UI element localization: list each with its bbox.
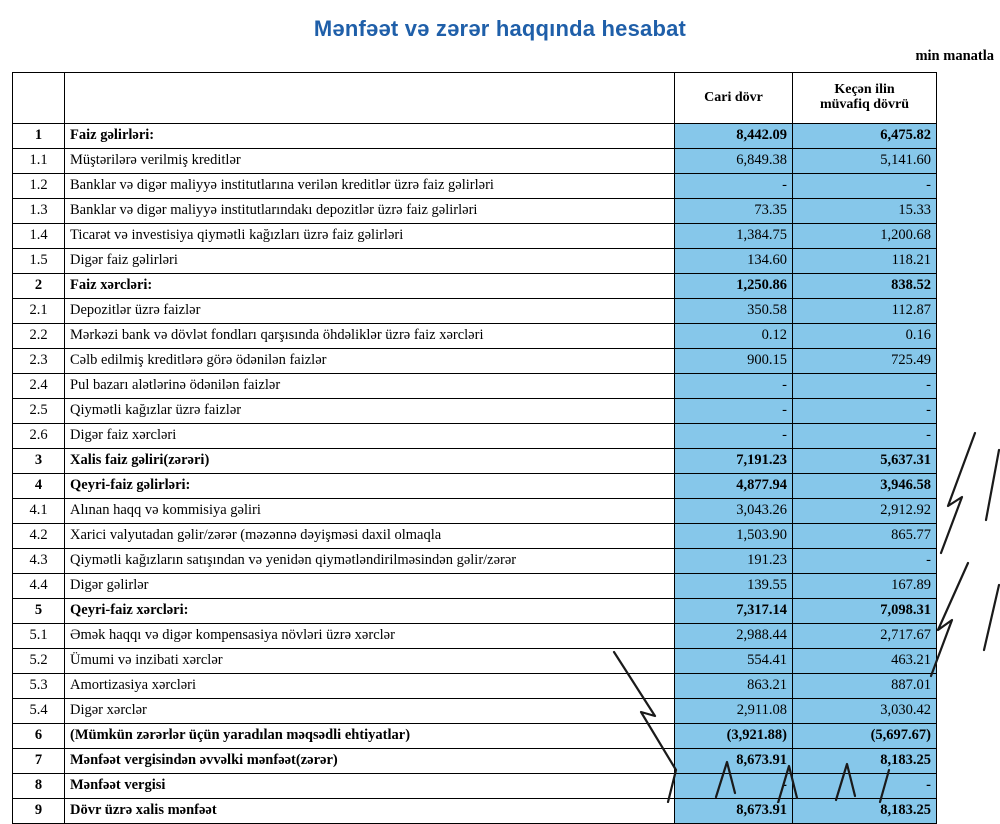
table-row — [13, 774, 937, 799]
table-row — [13, 424, 937, 449]
row-number: 4.3 — [13, 549, 65, 574]
row-label: Banklar və digər maliyyə institutlarındakı depozitlər üzrə faiz gəlirləri — [65, 199, 675, 224]
row-value-current: - — [675, 374, 793, 399]
row-number: 5.1 — [13, 624, 65, 649]
row-number: 5 — [13, 599, 65, 624]
row-number: 1 — [13, 124, 65, 149]
row-value-current: 3,043.26 — [675, 499, 793, 524]
row-label: Cəlb edilmiş kreditlərə görə ödənilən faizlər — [65, 349, 675, 374]
row-value-current: 1,250.86 — [675, 274, 793, 299]
row-number: 3 — [13, 449, 65, 474]
row-value-current: 1,503.90 — [675, 524, 793, 549]
row-label: Digər faiz gəlirləri — [65, 249, 675, 274]
table-row — [13, 174, 937, 199]
row-value-current: - — [675, 424, 793, 449]
table-row — [13, 749, 937, 774]
row-number: 5.4 — [13, 699, 65, 724]
row-number: 4.4 — [13, 574, 65, 599]
row-label: Müştərilərə verilmiş kreditlər — [65, 149, 675, 174]
row-value-current: 0.12 — [675, 324, 793, 349]
table-row — [13, 449, 937, 474]
table-row — [13, 699, 937, 724]
row-value-previous: - — [793, 549, 937, 574]
row-value-previous: 112.87 — [793, 299, 937, 324]
row-label: Ticarət və investisiya qiymətli kağızları üzrə faiz gəlirləri — [65, 224, 675, 249]
table-row — [13, 349, 937, 374]
profit-loss-table — [12, 72, 937, 824]
table-row — [13, 399, 937, 424]
row-value-current: 139.55 — [675, 574, 793, 599]
row-label: Digər faiz xərcləri — [65, 424, 675, 449]
row-label: Digər xərclər — [65, 699, 675, 724]
row-value-previous: 7,098.31 — [793, 599, 937, 624]
row-value-previous: 5,141.60 — [793, 149, 937, 174]
row-label: Amortizasiya xərcləri — [65, 674, 675, 699]
row-value-previous: 2,912.92 — [793, 499, 937, 524]
column-header-current-period: Cari dövr — [675, 73, 793, 124]
row-label: Mənfəət vergisindən əvvəlki mənfəət(zərər) — [65, 749, 675, 774]
row-number: 4.1 — [13, 499, 65, 524]
row-number: 9 — [13, 799, 65, 824]
row-value-previous: - — [793, 774, 937, 799]
table-row — [13, 274, 937, 299]
column-header-previous-period — [793, 73, 937, 124]
row-value-previous: 463.21 — [793, 649, 937, 674]
row-number: 2.1 — [13, 299, 65, 324]
table-body — [13, 124, 937, 824]
column-header-number — [13, 73, 65, 124]
row-value-previous: - — [793, 424, 937, 449]
row-number: 5.3 — [13, 674, 65, 699]
row-number: 4.2 — [13, 524, 65, 549]
row-value-previous: 865.77 — [793, 524, 937, 549]
table-row — [13, 574, 937, 599]
row-label: Banklar və digər maliyyə institutlarına verilən kreditlər üzrə faiz gəlirləri — [65, 174, 675, 199]
row-label: Faiz gəlirləri: — [65, 124, 675, 149]
row-number: 1.4 — [13, 224, 65, 249]
table-row — [13, 474, 937, 499]
row-value-previous: 118.21 — [793, 249, 937, 274]
row-number: 1.1 — [13, 149, 65, 174]
row-number: 8 — [13, 774, 65, 799]
row-label: Digər gəlirlər — [65, 574, 675, 599]
page-title: Mənfəət və zərər haqqında hesabat — [313, 16, 687, 41]
row-value-previous: 6,475.82 — [793, 124, 937, 149]
unit-note: min manatla — [915, 48, 994, 64]
table-header — [13, 73, 937, 124]
row-number: 1.5 — [13, 249, 65, 274]
row-number: 2.5 — [13, 399, 65, 424]
row-number: 1.3 — [13, 199, 65, 224]
row-number: 2 — [13, 274, 65, 299]
row-value-previous: - — [793, 374, 937, 399]
column-header-previous-line2: müvafiq dövrü — [819, 97, 910, 112]
row-value-previous: 8,183.25 — [793, 749, 937, 774]
row-value-previous: - — [793, 399, 937, 424]
row-value-previous: 838.52 — [793, 274, 937, 299]
row-label: Alınan haqq və kommisiya gəliri — [65, 499, 675, 524]
table-row — [13, 799, 937, 824]
row-value-previous: 3,030.42 — [793, 699, 937, 724]
row-value-current: 73.35 — [675, 199, 793, 224]
table-row — [13, 124, 937, 149]
row-value-previous: (5,697.67) — [793, 724, 937, 749]
row-value-previous: 725.49 — [793, 349, 937, 374]
row-label: Faiz xərcləri: — [65, 274, 675, 299]
row-label: Xarici valyutadan gəlir/zərər (məzənnə dəyişməsi daxil olmaqla — [65, 524, 675, 549]
row-label: Mənfəət vergisi — [65, 774, 675, 799]
row-value-current: 8,442.09 — [675, 124, 793, 149]
row-value-previous: - — [793, 174, 937, 199]
row-label: Qiymətli kağızların satışından və yenidən qiymətləndirilməsindən gəlir/zərər — [65, 549, 675, 574]
row-label: Qeyri-faiz xərcləri: — [65, 599, 675, 624]
row-number: 2.4 — [13, 374, 65, 399]
table-row — [13, 224, 937, 249]
table-row — [13, 499, 937, 524]
row-value-previous: 15.33 — [793, 199, 937, 224]
table-row — [13, 324, 937, 349]
table-row — [13, 649, 937, 674]
table-row — [13, 674, 937, 699]
row-value-previous: 2,717.67 — [793, 624, 937, 649]
row-value-current: 900.15 — [675, 349, 793, 374]
row-label: Ümumi və inzibati xərclər — [65, 649, 675, 674]
row-value-previous: 5,637.31 — [793, 449, 937, 474]
row-number: 1.2 — [13, 174, 65, 199]
row-value-previous: 887.01 — [793, 674, 937, 699]
row-number: 6 — [13, 724, 65, 749]
row-value-current: 8,673.91 — [675, 799, 793, 824]
row-label: Qeyri-faiz gəlirləri: — [65, 474, 675, 499]
row-number: 2.2 — [13, 324, 65, 349]
row-value-current: 2,911.08 — [675, 699, 793, 724]
table-row — [13, 624, 937, 649]
table-row — [13, 374, 937, 399]
table-row — [13, 724, 937, 749]
row-value-current: 7,191.23 — [675, 449, 793, 474]
row-number: 7 — [13, 749, 65, 774]
table-row — [13, 249, 937, 274]
table-row — [13, 299, 937, 324]
row-value-current: 191.23 — [675, 549, 793, 574]
row-number: 2.6 — [13, 424, 65, 449]
row-value-current: 863.21 — [675, 674, 793, 699]
row-label: Mərkəzi bank və dövlət fondları qarşısında öhdəliklər üzrə faiz xərcləri — [65, 324, 675, 349]
table-row — [13, 199, 937, 224]
row-label: Dövr üzrə xalis mənfəət — [65, 799, 675, 824]
row-value-previous: 167.89 — [793, 574, 937, 599]
row-label: Pul bazarı alətlərinə ödənilən faizlər — [65, 374, 675, 399]
row-value-previous: 1,200.68 — [793, 224, 937, 249]
column-header-previous-line1: Keçən ilin — [834, 82, 895, 98]
row-value-previous: 8,183.25 — [793, 799, 937, 824]
row-value-current: - — [675, 399, 793, 424]
table-header-row — [13, 73, 937, 124]
row-value-current: 1,384.75 — [675, 224, 793, 249]
column-header-label — [65, 73, 675, 124]
row-value-previous: 3,946.58 — [793, 474, 937, 499]
row-number: 4 — [13, 474, 65, 499]
table-row — [13, 549, 937, 574]
row-number: 5.2 — [13, 649, 65, 674]
row-value-current: 554.41 — [675, 649, 793, 674]
row-label: Əmək haqqı və digər kompensasiya növləri üzrə xərclər — [65, 624, 675, 649]
row-label: Qiymətli kağızlar üzrə faizlər — [65, 399, 675, 424]
row-value-current: 8,673.91 — [675, 749, 793, 774]
row-value-current: (3,921.88) — [675, 724, 793, 749]
table-row — [13, 149, 937, 174]
row-value-current: 2,988.44 — [675, 624, 793, 649]
row-label: (Mümkün zərərlər üçün yaradılan məqsədli ehtiyatlar) — [65, 724, 675, 749]
row-value-current: - — [675, 174, 793, 199]
row-value-current: 6,849.38 — [675, 149, 793, 174]
table-row — [13, 524, 937, 549]
row-label: Depozitlər üzrə faizlər — [65, 299, 675, 324]
row-value-previous: 0.16 — [793, 324, 937, 349]
row-label: Xalis faiz gəliri(zərəri) — [65, 449, 675, 474]
row-value-current: 350.58 — [675, 299, 793, 324]
table-row — [13, 599, 937, 624]
row-value-current: 4,877.94 — [675, 474, 793, 499]
row-value-current: 7,317.14 — [675, 599, 793, 624]
row-value-current: 134.60 — [675, 249, 793, 274]
row-number: 2.3 — [13, 349, 65, 374]
row-value-current: - — [675, 774, 793, 799]
